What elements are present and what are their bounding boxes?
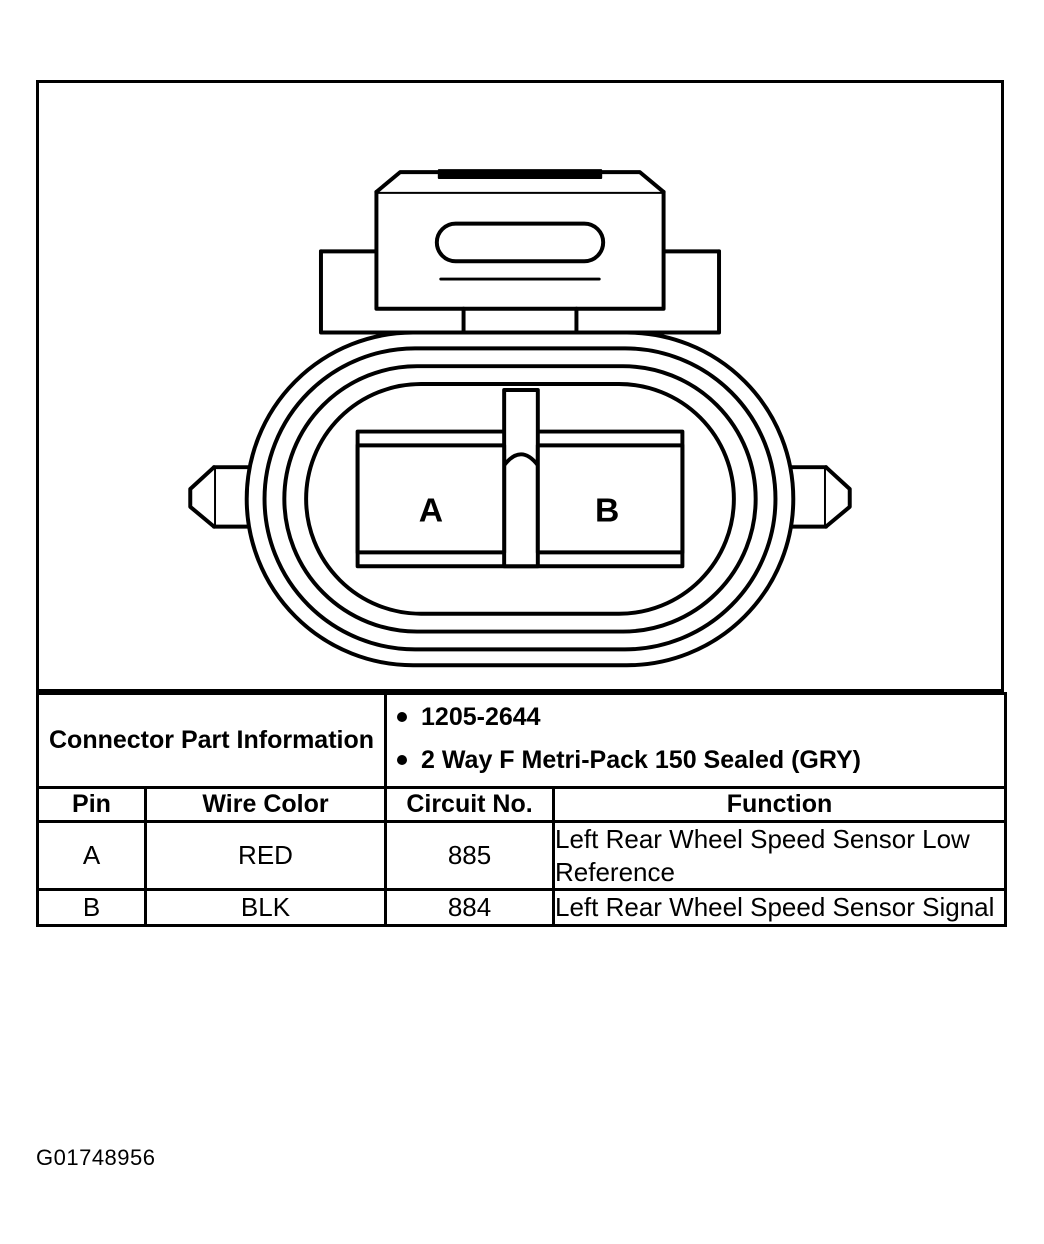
- cell-circuit-no: 885: [386, 822, 554, 890]
- cell-pin: B: [38, 890, 146, 926]
- connector-drawing: [39, 83, 1001, 689]
- table-row: [38, 890, 1006, 926]
- column-header-pin: Pin: [38, 788, 146, 822]
- column-header-function: Function: [554, 788, 1006, 822]
- figure-id: G01748956: [36, 1145, 156, 1170]
- list-item: 2 Way F Metri-Pack 150 Sealed (GRY): [421, 744, 1004, 777]
- table-row: [38, 822, 1006, 890]
- list-item: 1205-2644: [421, 701, 1004, 734]
- terminal-label-a: A: [418, 492, 444, 530]
- table-row-connector-part-information: [38, 694, 1006, 788]
- column-header-circuit-no: Circuit No.: [386, 788, 554, 822]
- cell-wire-color: RED: [146, 822, 386, 890]
- connector-illustration-frame: [36, 80, 1004, 692]
- column-header-wire-color: Wire Color: [146, 788, 386, 822]
- cell-circuit-no: 884: [386, 890, 554, 926]
- connector-part-information-values: [386, 694, 1006, 788]
- connector-part-information-label: Connector Part Information: [38, 694, 386, 788]
- cell-wire-color: BLK: [146, 890, 386, 926]
- cell-function: Left Rear Wheel Speed Sensor Signal: [554, 890, 1006, 926]
- terminal-label-b: B: [594, 492, 620, 530]
- connector-info-table: [36, 692, 1007, 927]
- table-header-row: [38, 788, 1006, 822]
- cell-function: Left Rear Wheel Speed Sensor Low Reference: [554, 822, 1006, 890]
- cell-pin: A: [38, 822, 146, 890]
